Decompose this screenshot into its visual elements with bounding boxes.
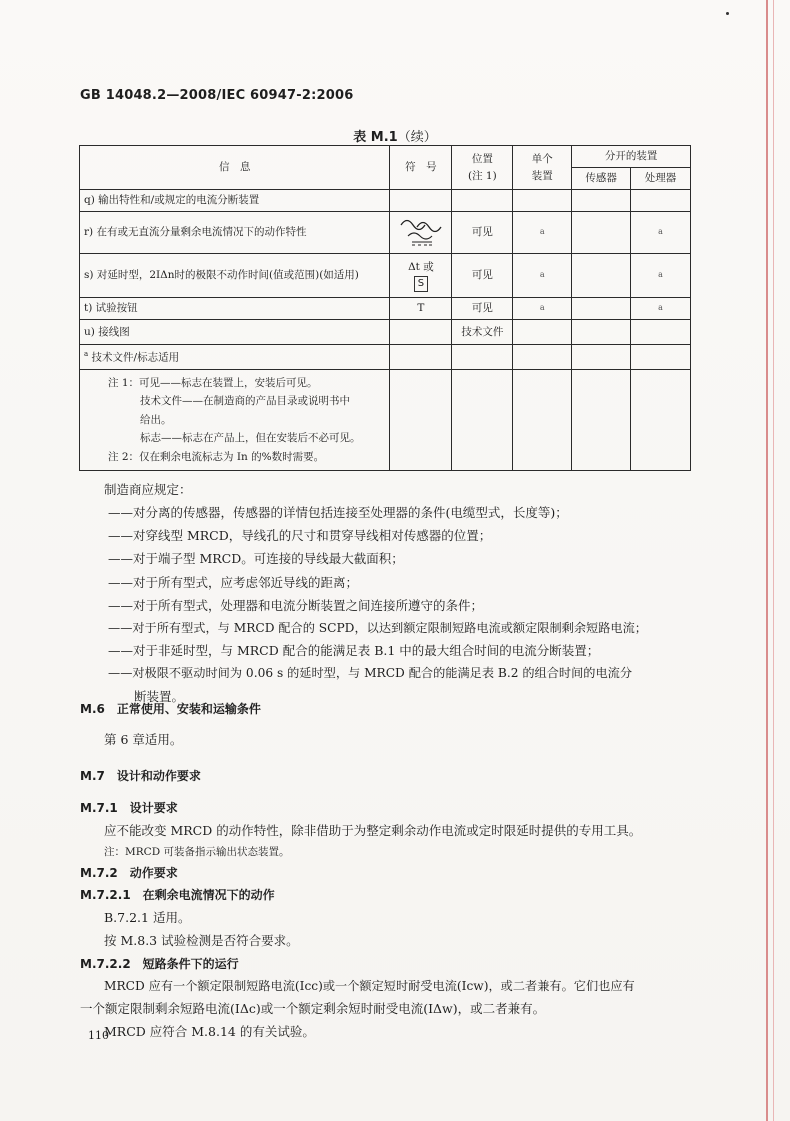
m722-text-1: MRCD 应有一个额定限制短路电流(Icc)或一个额定短时耐受电流(Icw)，或二者兼有。它们也应有 (104, 978, 635, 993)
manufacturer-requirements (80, 478, 700, 708)
note1-line-a: 注 1：可见——标志在装置上，安装后可见。 (108, 377, 318, 389)
list-item: ——对于端子型 MRCD。可连接的导线最大截面积； (108, 551, 404, 567)
row-u-position: 技术文件 (452, 320, 513, 345)
table-caption (0, 126, 790, 145)
section-title-m7: M.7 设计和动作要求 (80, 769, 201, 783)
table-row (80, 320, 691, 345)
row-r-processor: a (631, 212, 691, 254)
table-caption-cont: （续） (397, 130, 437, 145)
row-r-sensor (572, 212, 631, 254)
row-t-sensor (572, 298, 631, 320)
row-s-info: s) 对延时型，2IΔn时的极限不动作时间(值或范围)(如适用) (80, 254, 390, 298)
table-notes-row (80, 370, 691, 471)
section-title-m722: M.7.2.2 短路条件下的运行 (80, 956, 239, 971)
list-item-wrap: 断装置。 (134, 689, 185, 704)
standard-id: GB 14048.2—2008/IEC 60947-2:2006 (80, 88, 354, 103)
table-row (80, 254, 691, 298)
m71-note: 注：MRCD 可装备指示输出状态装置。 (104, 845, 290, 858)
row-r-single: a (513, 212, 572, 254)
page-number: 110 (88, 1029, 109, 1042)
table-row (80, 212, 691, 254)
row-t-position: 可见 (452, 298, 513, 320)
section-m6 (80, 698, 700, 751)
header-position-label: 位置 (471, 153, 493, 166)
row-q-info: q) 输出特性和/或规定的电流分断装置 (80, 190, 390, 212)
section-title-m721: M.7.2.1 在剩余电流情况下的动作 (80, 888, 275, 903)
section-m7 (80, 765, 700, 1044)
speck (726, 12, 729, 15)
row-t-symbol: T (390, 298, 452, 320)
residual-current-wave-icon (390, 212, 452, 254)
section-title-m6: M.6 正常使用、安装和运输条件 (80, 702, 261, 716)
header-symbol: 符 号 (390, 146, 452, 190)
row-s-position: 可见 (452, 254, 513, 298)
section-title-m71: M.7.1 设计要求 (80, 801, 178, 816)
m71-text: 应不能改变 MRCD 的动作特性，除非借助于为整定剩余动作电流或定时限延时提供的专用工具。 (104, 823, 642, 839)
s-box-symbol: S (414, 276, 428, 292)
row-r-position: 可见 (452, 212, 513, 254)
row-t-processor: a (631, 298, 691, 320)
section-title-m72: M.7.2 动作要求 (80, 865, 178, 880)
header-separate: 分开的装置 (572, 146, 691, 168)
list-item: ——对于所有型式，应考虑邻近导线的距离； (108, 574, 359, 590)
header-single (513, 146, 572, 190)
header-position-note: (注 1) (467, 169, 497, 182)
row-s-single: a (513, 254, 572, 298)
row-u-info: u) 接线图 (80, 320, 390, 345)
page-edge-line-2 (773, 0, 774, 1121)
m722-text-2: 一个额定限制剩余短路电流(IΔc)或一个额定剩余短时耐受电流(IΔw)，或二者兼有。 (80, 1001, 546, 1017)
list-item: ——对于所有型式，与 MRCD 配合的 SCPD，以达到额定限制短路电流或额定限制剩余短路电流； (108, 620, 647, 635)
list-item: ——对于所有型式，处理器和电流分断装置之间连接所遵守的条件； (108, 597, 484, 613)
row-r-info: r) 在有或无直流分量剩余电流情况下的动作特性 (80, 212, 390, 254)
row-s-processor: a (631, 254, 691, 298)
m721-text-2: 按 M.8.3 试验检测是否符合要求。 (104, 933, 299, 949)
header-processor: 处理器 (631, 168, 691, 190)
table-row (80, 298, 691, 320)
table-row (80, 190, 691, 212)
header-position (452, 146, 513, 190)
row-t-single: a (513, 298, 572, 320)
row-s-symbol-l1: Δt 或 (408, 260, 434, 273)
m722-text-3: MRCD 应符合 M.8.14 的有关试验。 (104, 1024, 315, 1040)
table-notes (80, 370, 390, 471)
row-s-symbol (390, 254, 452, 298)
header-info: 信 息 (80, 146, 390, 190)
list-item: ——对穿线型 MRCD，导线孔的尺寸和贯穿导线相对传感器的位置； (108, 528, 492, 544)
page-edge-line (766, 0, 768, 1121)
header-single-l1: 单个 (531, 153, 553, 166)
row-t-info: t) 试验按钮 (80, 298, 390, 320)
header-single-l2: 装置 (531, 169, 553, 182)
intro-text: 制造商应规定： (104, 482, 192, 497)
list-item: ——对于非延时型，与 MRCD 配合的能满足表 B.1 中的最大组合时间的电流分断装置； (108, 643, 600, 659)
m6-text: 第 6 章适用。 (104, 732, 183, 748)
footnote-a: $^a$ 技术文件/标志适用 (80, 345, 390, 370)
table-caption-id: 表 M.1 (353, 130, 398, 145)
list-item: ——对分离的传感器，传感器的详情包括连接至处理器的条件(电缆型式，长度等)； (108, 505, 568, 521)
m721-text-1: B.7.2.1 适用。 (104, 910, 191, 926)
row-s-sensor (572, 254, 631, 298)
note1-line-d: 标志——标志在产品上，但在安装后不必可见。 (140, 432, 361, 445)
list-item: ——对极限不驱动时间为 0.06 s 的延时型，与 MRCD 配合的能满足表 B.2 的组合时间的电流分 (108, 666, 633, 681)
table-row (80, 345, 691, 370)
info-table (79, 145, 691, 471)
note1-line-b: 技术文件——在制造商的产品目录或说明书中 (140, 395, 350, 408)
header-sensor: 传感器 (572, 168, 631, 190)
note1-line-c: 给出。 (140, 413, 172, 426)
note2-line: 注 2：仅在剩余电流标志为 In 的%数时需要。 (108, 450, 325, 463)
footnote-a-text: 技术文件/标志适用 (91, 351, 180, 364)
